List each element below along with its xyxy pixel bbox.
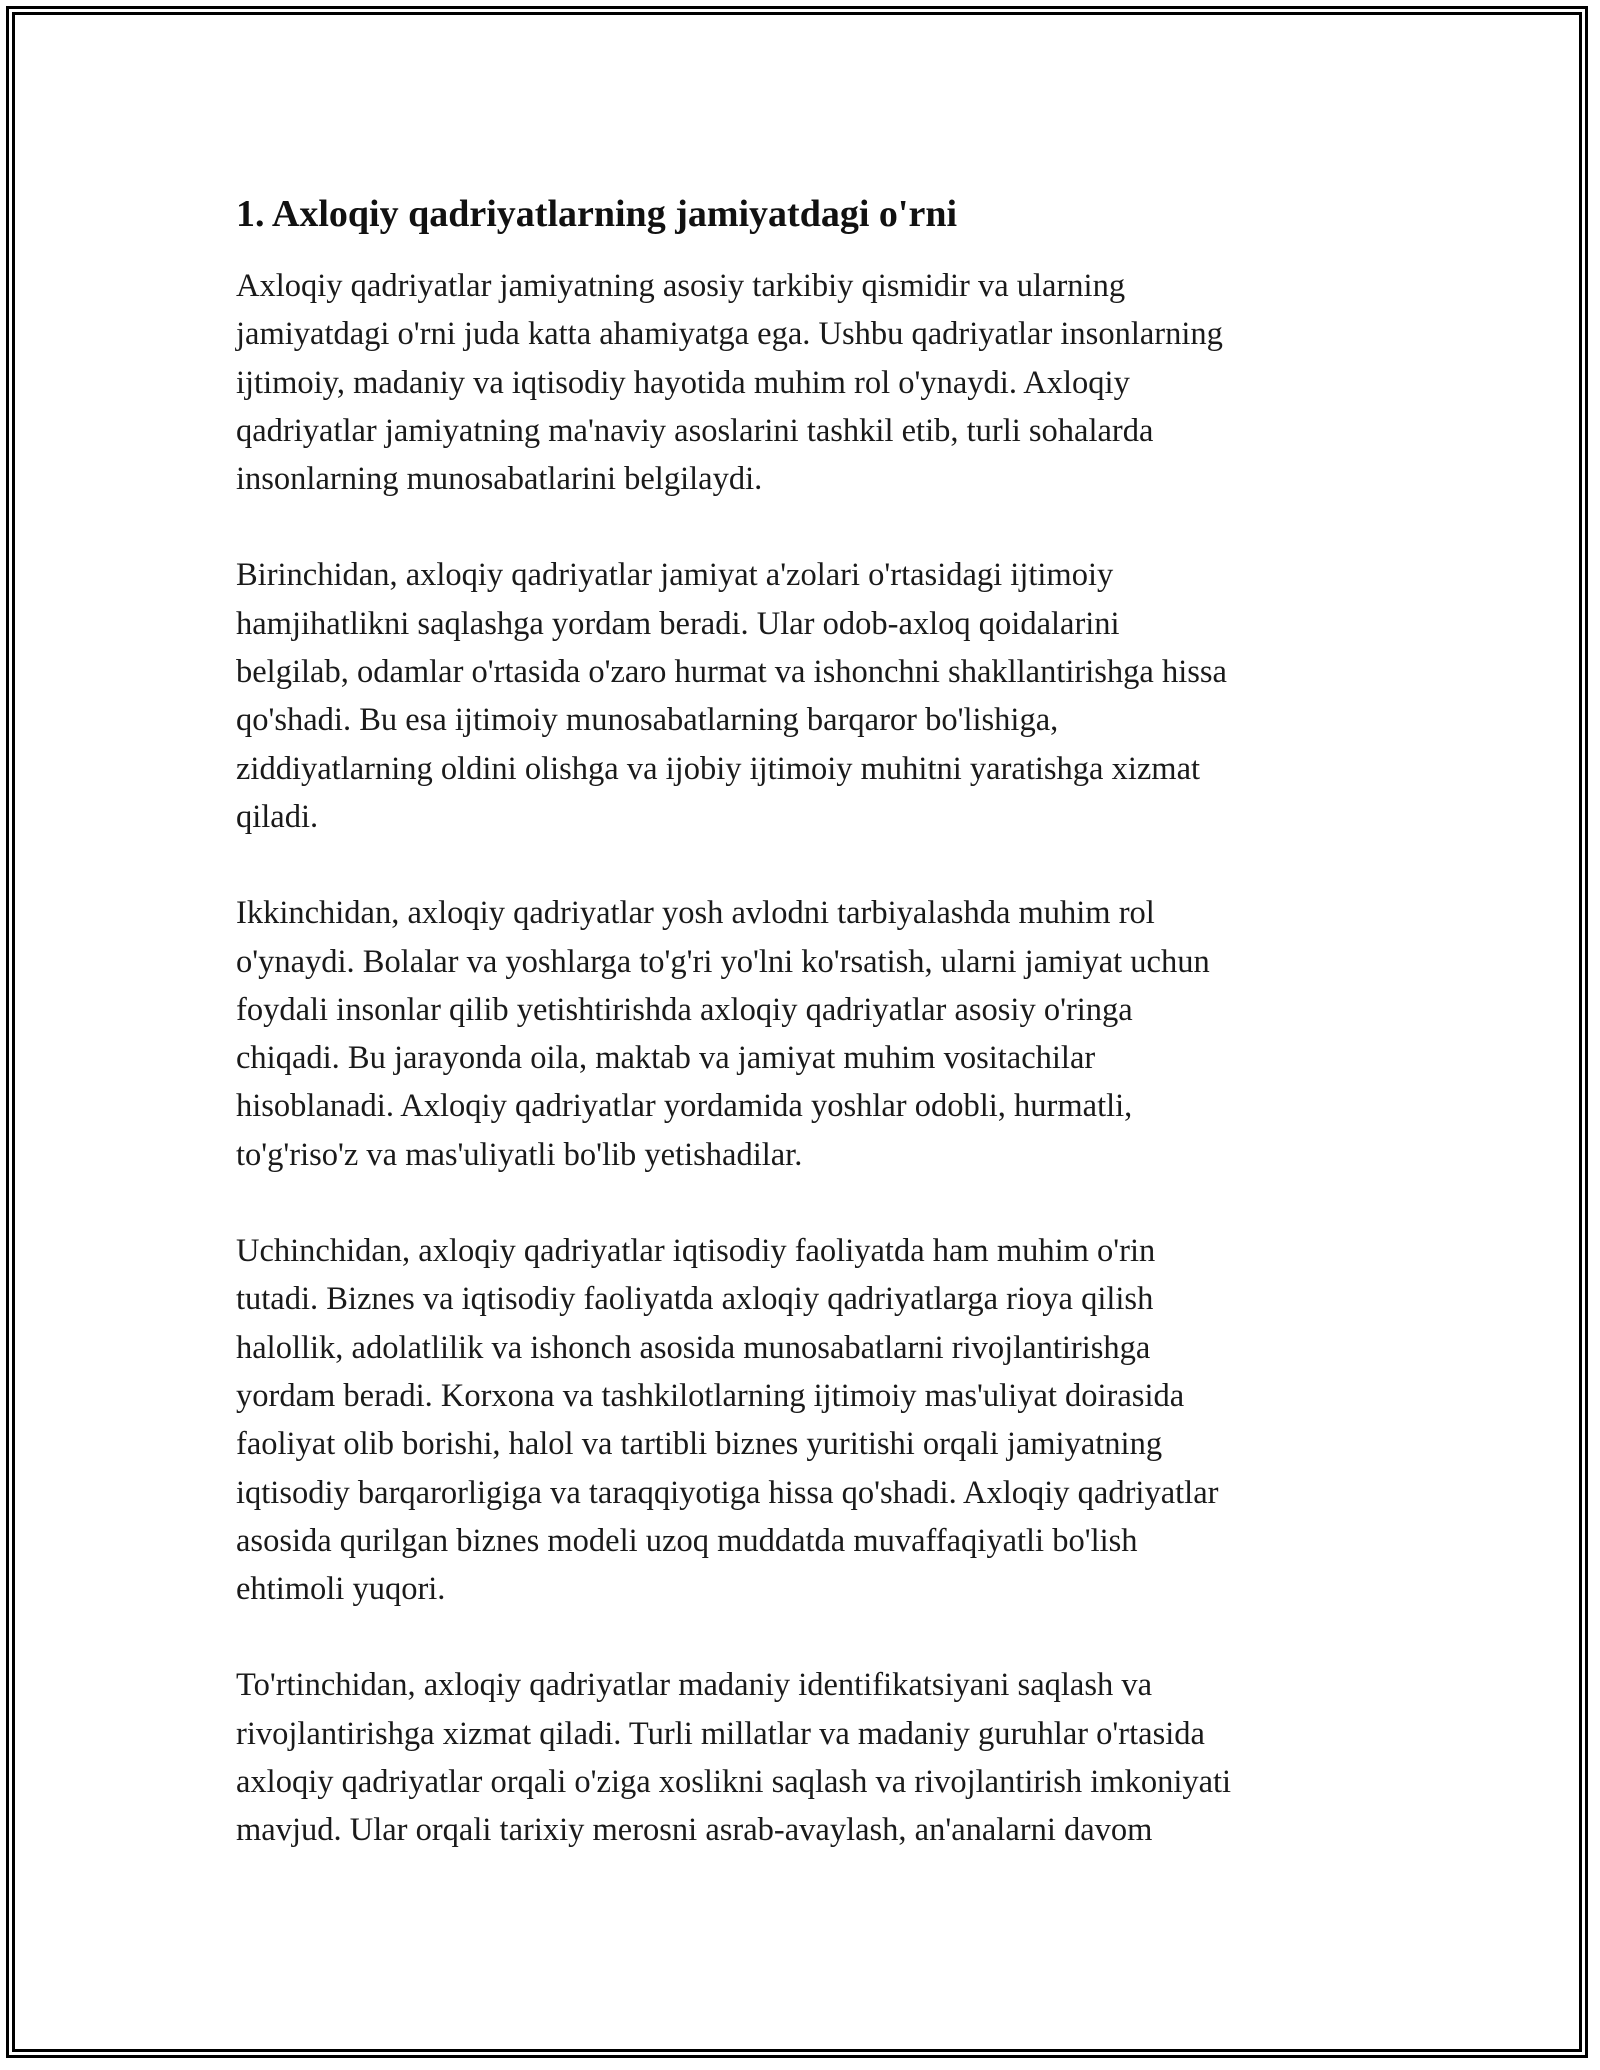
paragraph-second — [236, 889, 1366, 1179]
paragraph-line: foydali insonlar qilib yetishtirishda axloqiy qadriyatlar asosiy o'ringa — [236, 991, 1133, 1028]
paragraph-line: ziddiyatlarning oldini olishga va ijobiy ijtimoiy muhitni yaratishga xizmat — [236, 750, 1201, 787]
paragraph-line: axloqiy qadriyatlar orqali o'ziga xoslikni saqlash va rivojlantirish imkoniyati — [236, 1764, 1232, 1801]
paragraph-line: ijtimoiy, madaniy va iqtisodiy hayotida muhim rol o'ynaydi. Axloqiy — [236, 364, 1130, 401]
paragraph-line: yordam beradi. Korxona va tashkilotlarning ijtimoiy mas'uliyat doirasida — [236, 1377, 1185, 1414]
section-heading: 1. Axloqiy qadriyatlarning jamiyatdagi o'rni — [236, 193, 958, 235]
paragraph-line: iqtisodiy barqarorligiga va taraqqiyotiga hissa qo'shadi. Axloqiy qadriyatlar — [236, 1474, 1219, 1511]
paragraph-line: faoliyat olib borishi, halol va tartibli biznes yuritishi orqali jamiyatning — [236, 1426, 1163, 1463]
paragraph-third — [236, 1227, 1366, 1613]
paragraph-line: halollik, adolatlilik va ishonch asosida munosabatlarni rivojlantirishga — [236, 1329, 1151, 1366]
paragraph-line: Axloqiy qadriyatlar jamiyatning asosiy tarkibiy qismidir va ularning — [236, 268, 1126, 304]
paragraph-line: mavjud. Ular orqali tarixiy merosni asrab-avaylash, an'analarni davom — [236, 1812, 1153, 1849]
paragraph-line: ehtimoli yuqori. — [236, 1571, 446, 1608]
paragraph-first — [236, 551, 1366, 841]
paragraph-line: to'g'riso'z va mas'uliyatli bo'lib yetishadilar. — [236, 1136, 803, 1173]
paragraph-line: jamiyatdagi o'rni juda katta ahamiyatga ega. Ushbu qadriyatlar insonlarning — [236, 316, 1223, 353]
paragraph-fourth — [236, 1661, 1366, 1854]
paragraph-line: Birinchidan, axloqiy qadriyatlar jamiyat a'zolari o'rtasidagi ijtimoiy — [236, 557, 1114, 594]
paragraph-line: belgilab, odamlar o'rtasida o'zaro hurmat va ishonchni shakllantirishga hissa — [236, 654, 1227, 691]
paragraph-line: qadriyatlar jamiyatning ma'naviy asoslarini tashkil etib, turli sohalarda — [236, 412, 1154, 449]
paragraph-line: hisoblanadi. Axloqiy qadriyatlar yordamida yoshlar odobli, hurmatli, — [236, 1088, 1133, 1125]
document-body — [236, 188, 1366, 1903]
paragraph-intro — [236, 262, 1366, 503]
paragraph-line: chiqadi. Bu jarayonda oila, maktab va jamiyat muhim vositachilar — [236, 1040, 1096, 1077]
paragraph-line: To'rtinchidan, axloqiy qadriyatlar madaniy identifikatsiyani saqlash va — [236, 1667, 1153, 1704]
paragraph-line: Uchinchidan, axloqiy qadriyatlar iqtisodiy faoliyatda ham muhim o'rin — [236, 1233, 1156, 1270]
paragraph-line: hamjihatlikni saqlashga yordam beradi. Ular odob-axloq qoidalarini — [236, 605, 1120, 642]
paragraph-line: rivojlantirishga xizmat qiladi. Turli millatlar va madaniy guruhlar o'rtasida — [236, 1715, 1205, 1752]
paragraph-line: Ikkinchidan, axloqiy qadriyatlar yosh avlodni tarbiyalashda muhim rol — [236, 895, 1155, 932]
paragraph-line: insonlarning munosabatlarini belgilaydi. — [236, 461, 763, 498]
paragraph-line: tutadi. Biznes va iqtisodiy faoliyatda axloqiy qadriyatlarga rioya qilish — [236, 1281, 1154, 1318]
paragraph-line: qiladi. — [236, 798, 319, 835]
paragraph-line: asosida qurilgan biznes modeli uzoq muddatda muvaffaqiyatli bo'lish — [236, 1522, 1138, 1559]
paragraph-line: o'ynaydi. Bolalar va yoshlarga to'g'ri yo'lni ko'rsatish, ularni jamiyat uchun — [236, 943, 1210, 980]
paragraph-line: qo'shadi. Bu esa ijtimoiy munosabatlarning barqaror bo'lishiga, — [236, 702, 1059, 739]
